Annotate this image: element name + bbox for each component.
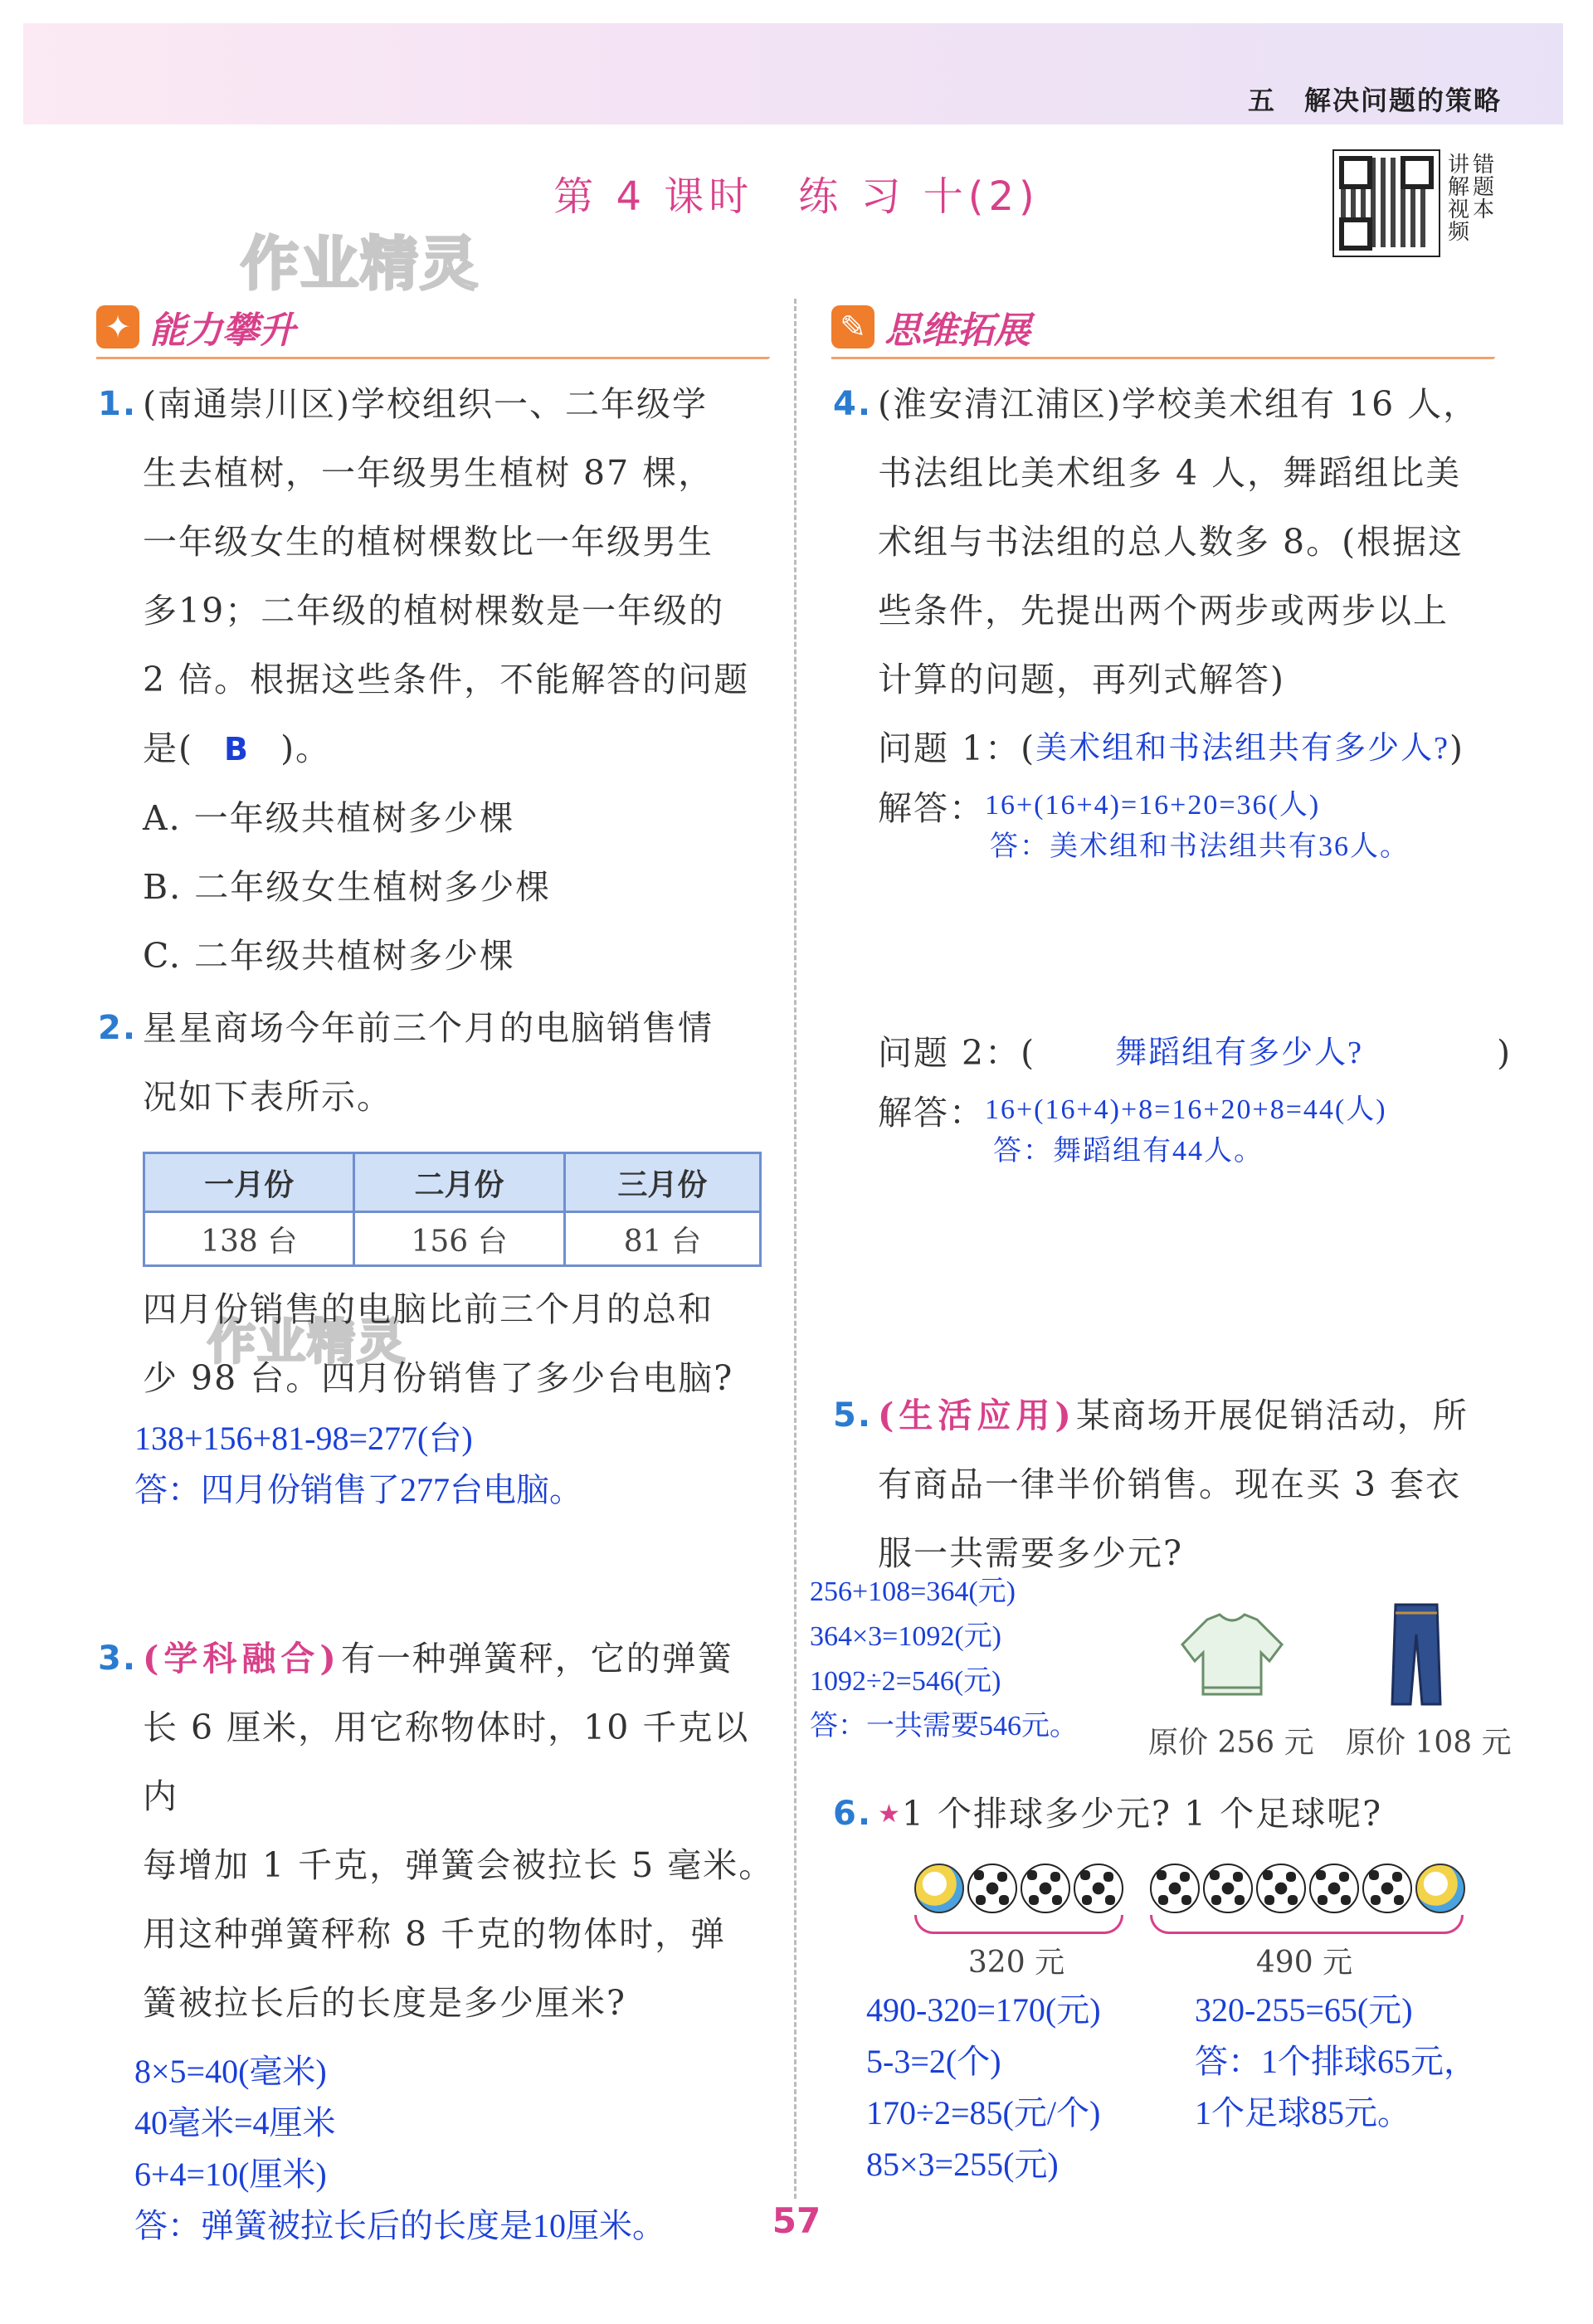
option-a: A. 一年级共植树多少棵 bbox=[143, 798, 515, 838]
problem-2-answer bbox=[878, 1088, 1513, 1172]
answer-line: 138+156+81-98=277(台) bbox=[134, 1420, 473, 1457]
section-header-right bbox=[831, 300, 1495, 359]
question-1 bbox=[98, 370, 778, 991]
answer-line: 170÷2=85(元/个) bbox=[866, 2094, 1101, 2132]
shirt-icon bbox=[1178, 1611, 1286, 1703]
answer-line: 364×3=1092(元) bbox=[810, 1621, 1001, 1652]
qr-char: 错 bbox=[1473, 153, 1495, 178]
question-number: 1. bbox=[98, 385, 138, 423]
table-header: 一月份 bbox=[144, 1153, 354, 1212]
problem-prefix: 问题 2：( bbox=[878, 1033, 1036, 1073]
qr-char: 本 bbox=[1473, 197, 1495, 222]
question-tag: (生活应用) bbox=[878, 1396, 1076, 1435]
table-header: 二月份 bbox=[354, 1153, 564, 1212]
problem-suffix: ) bbox=[1449, 728, 1464, 768]
problem-prefix: 问题 1：( bbox=[878, 728, 1036, 768]
answer-line: 256+108=364(元) bbox=[810, 1576, 1016, 1607]
question-line: 多19；二年级的植树棵数是一年级的 bbox=[143, 591, 725, 631]
question-line: 术组与书法组的总人数多 8。(根据这 bbox=[878, 522, 1464, 562]
q6-answer-right bbox=[1195, 1985, 1477, 2139]
watermark: 作业精灵 bbox=[241, 230, 480, 298]
qr-char: 解 bbox=[1447, 175, 1469, 200]
question-text: 有一种弹簧秤，它的弹簧 bbox=[340, 1639, 733, 1678]
chapter-title: 五 解决问题的策略 bbox=[1247, 85, 1502, 116]
question-line: 长 6 厘米，用它称物体时，10 千克以内 bbox=[143, 1708, 750, 1816]
answer-block bbox=[98, 1413, 778, 1516]
problem-2-line bbox=[878, 1019, 1513, 1088]
price-jeans: 原价 108 元 bbox=[1346, 1726, 1512, 1760]
question-number: 5. bbox=[833, 1396, 873, 1435]
answer-line: 1个足球85元。 bbox=[1195, 2094, 1410, 2132]
table-row bbox=[144, 1212, 761, 1266]
price-shirt: 原价 256 元 bbox=[1148, 1726, 1314, 1760]
answer-line: 答：弹簧被拉长后的长度是10厘米。 bbox=[134, 2207, 665, 2244]
lesson-title: 第 4 课时 练 习 十(2) bbox=[553, 173, 1040, 220]
answer-line: 8×5=40(毫米) bbox=[134, 2053, 327, 2090]
question-line: 2 倍。根据这些条件，不能解答的问题 bbox=[143, 660, 750, 699]
section-title-left: 能力攀升 bbox=[149, 309, 295, 352]
answer-line: 490-320=170(元) bbox=[866, 1991, 1101, 2029]
table-cell: 138 台 bbox=[144, 1212, 354, 1266]
answer-line: 40毫米=4厘米 bbox=[134, 2104, 336, 2141]
table-header-row bbox=[144, 1153, 761, 1212]
answer-line: 答：美术组和书法组共有36人。 bbox=[990, 831, 1410, 862]
section-title-right: 思维拓展 bbox=[884, 309, 1030, 352]
qr-finder-top-right bbox=[1401, 156, 1434, 189]
question-line: 四月份销售的电脑比前三个月的总和 bbox=[143, 1289, 714, 1329]
group-1-price: 320 元 bbox=[967, 1946, 1065, 1980]
qr-code[interactable] bbox=[1332, 149, 1440, 257]
answer-line: 16+(16+4)+8=16+20+8=44(人) bbox=[985, 1094, 1387, 1125]
question-line: 簧被拉长后的长度是多少厘米? bbox=[143, 1983, 626, 2023]
answer-line: 答：四月份销售了277台电脑。 bbox=[134, 1471, 582, 1508]
ski-icon: ✎ bbox=[831, 305, 874, 348]
answer-line: 85×3=255(元) bbox=[866, 2146, 1059, 2183]
question-6 bbox=[833, 1780, 1558, 1849]
table-cell: 81 台 bbox=[564, 1212, 760, 1266]
question-4 bbox=[833, 370, 1513, 1172]
ball-group-2 bbox=[1150, 1864, 1469, 1981]
question-text: 1 个排球多少元? 1 个足球呢? bbox=[901, 1794, 1383, 1834]
answer-line: 16+(16+4)=16+20=36(人) bbox=[985, 790, 1321, 821]
answer-line: 答：一共需要546元。 bbox=[810, 1711, 1078, 1742]
answer-line: 1092÷2=546(元) bbox=[810, 1666, 1001, 1697]
question-line: (南通崇川区)学校组织一、二年级学 bbox=[143, 384, 708, 424]
answer-line: 答：1个排球65元， bbox=[1195, 2043, 1477, 2080]
blank-prefix: 是( bbox=[143, 728, 193, 768]
answer-line: 5-3=2(个) bbox=[866, 2043, 1001, 2080]
soccer-ball-icon bbox=[1362, 1864, 1412, 1913]
question-line: 少 98 台。四月份销售了多少台电脑? bbox=[143, 1358, 734, 1398]
question-number: 2. bbox=[98, 1009, 138, 1047]
question-3 bbox=[98, 1625, 778, 2252]
answer-label: 解答： bbox=[878, 1093, 985, 1133]
qr-char: 讲 bbox=[1447, 153, 1469, 178]
answer-line: 6+4=10(厘米) bbox=[134, 2156, 327, 2193]
problem-2-question: 舞蹈组有多少人? bbox=[1115, 1035, 1363, 1070]
question-line: 生去植树，一年级男生植树 87 棵， bbox=[143, 453, 714, 493]
column-divider bbox=[794, 299, 796, 2199]
soccer-ball-icon bbox=[1256, 1864, 1306, 1913]
soccer-ball-icon bbox=[1021, 1864, 1070, 1913]
qr-char: 视 bbox=[1447, 197, 1469, 222]
volleyball-icon bbox=[1415, 1864, 1465, 1913]
blank-suffix: )。 bbox=[280, 728, 332, 768]
watermark: 作业精灵 bbox=[207, 1313, 407, 1370]
q6-answer-left bbox=[866, 1985, 1101, 2190]
question-line: 星星商场今年前三个月的电脑销售情 bbox=[143, 1008, 714, 1048]
group-2-price: 490 元 bbox=[1255, 1946, 1353, 1980]
brace bbox=[1150, 1915, 1464, 1934]
section-underline bbox=[96, 357, 770, 359]
q5-answer-block bbox=[810, 1570, 1078, 1749]
section-underline bbox=[831, 357, 1495, 359]
brace bbox=[914, 1915, 1123, 1934]
answer-line: 320-255=65(元) bbox=[1195, 1991, 1413, 2029]
sales-table bbox=[143, 1152, 762, 1267]
soccer-ball-icon bbox=[1203, 1864, 1253, 1913]
table-cell: 156 台 bbox=[354, 1212, 564, 1266]
question-line: 书法组比美术组多 4 人，舞蹈组比美 bbox=[878, 453, 1462, 493]
answer-label: 解答： bbox=[878, 788, 985, 828]
question-number: 4. bbox=[833, 385, 873, 423]
question-line: 计算的问题，再列式解答) bbox=[878, 660, 1285, 699]
page-number: 57 bbox=[772, 2200, 821, 2241]
qr-char: 频 bbox=[1447, 220, 1469, 245]
problem-1-question: 美术组和书法组共有多少人? bbox=[1035, 731, 1449, 766]
problem-1-line bbox=[878, 714, 1513, 783]
question-line bbox=[143, 1625, 778, 1693]
qr-finder-top-left bbox=[1339, 156, 1372, 189]
question-line: 况如下表所示。 bbox=[143, 1077, 392, 1117]
question-number: 3. bbox=[98, 1639, 138, 1678]
qr-label bbox=[1444, 154, 1498, 244]
question-line: (淮安清江浦区)学校美术组有 16 人， bbox=[878, 384, 1479, 424]
question-text: 某商场开展促销活动，所 bbox=[1075, 1396, 1469, 1435]
section-header-left bbox=[96, 300, 770, 359]
runner-icon: ✦ bbox=[96, 305, 139, 348]
question-line: 有商品一律半价销售。现在买 3 套衣 bbox=[878, 1464, 1462, 1504]
question-line bbox=[878, 1381, 1513, 1450]
question-5 bbox=[833, 1381, 1513, 1588]
question-number: 6. bbox=[833, 1795, 873, 1833]
qr-char: 题 bbox=[1473, 175, 1495, 200]
problem-1-answer bbox=[878, 783, 1513, 868]
problem-suffix: ) bbox=[1497, 1033, 1513, 1073]
question-2 bbox=[98, 994, 778, 1516]
question-line: 一年级女生的植树棵数比一年级男生 bbox=[143, 522, 714, 562]
question-line: 服一共需要多少元? bbox=[878, 1533, 1183, 1573]
soccer-ball-icon bbox=[1309, 1864, 1359, 1913]
answer-line: 答：舞蹈组有44人。 bbox=[993, 1136, 1264, 1167]
soccer-ball-icon bbox=[1150, 1864, 1200, 1913]
table-header: 三月份 bbox=[564, 1153, 760, 1212]
answer-blank-line bbox=[143, 714, 778, 784]
qr-finder-bottom-left bbox=[1339, 217, 1372, 251]
soccer-ball-icon bbox=[967, 1864, 1017, 1913]
question-line: 用这种弹簧秤称 8 千克的物体时，弹 bbox=[143, 1914, 727, 1954]
ball-group-1 bbox=[914, 1864, 1127, 1981]
question-tag: (学科融合) bbox=[143, 1639, 341, 1678]
question-line: 每增加 1 千克，弹簧会被拉长 5 毫米。 bbox=[143, 1845, 775, 1885]
soccer-ball-icon bbox=[1074, 1864, 1123, 1913]
question-line: 些条件，先提出两个两步或两步以上 bbox=[878, 591, 1449, 631]
option-b: B. 二年级女生植树多少棵 bbox=[143, 867, 552, 907]
answer-choice: B bbox=[224, 731, 251, 767]
jeans-icon bbox=[1387, 1601, 1445, 1709]
option-c: C. 二年级共植树多少棵 bbox=[143, 936, 515, 976]
volleyball-icon bbox=[914, 1864, 964, 1913]
star-icon: ★ bbox=[878, 1800, 902, 1829]
